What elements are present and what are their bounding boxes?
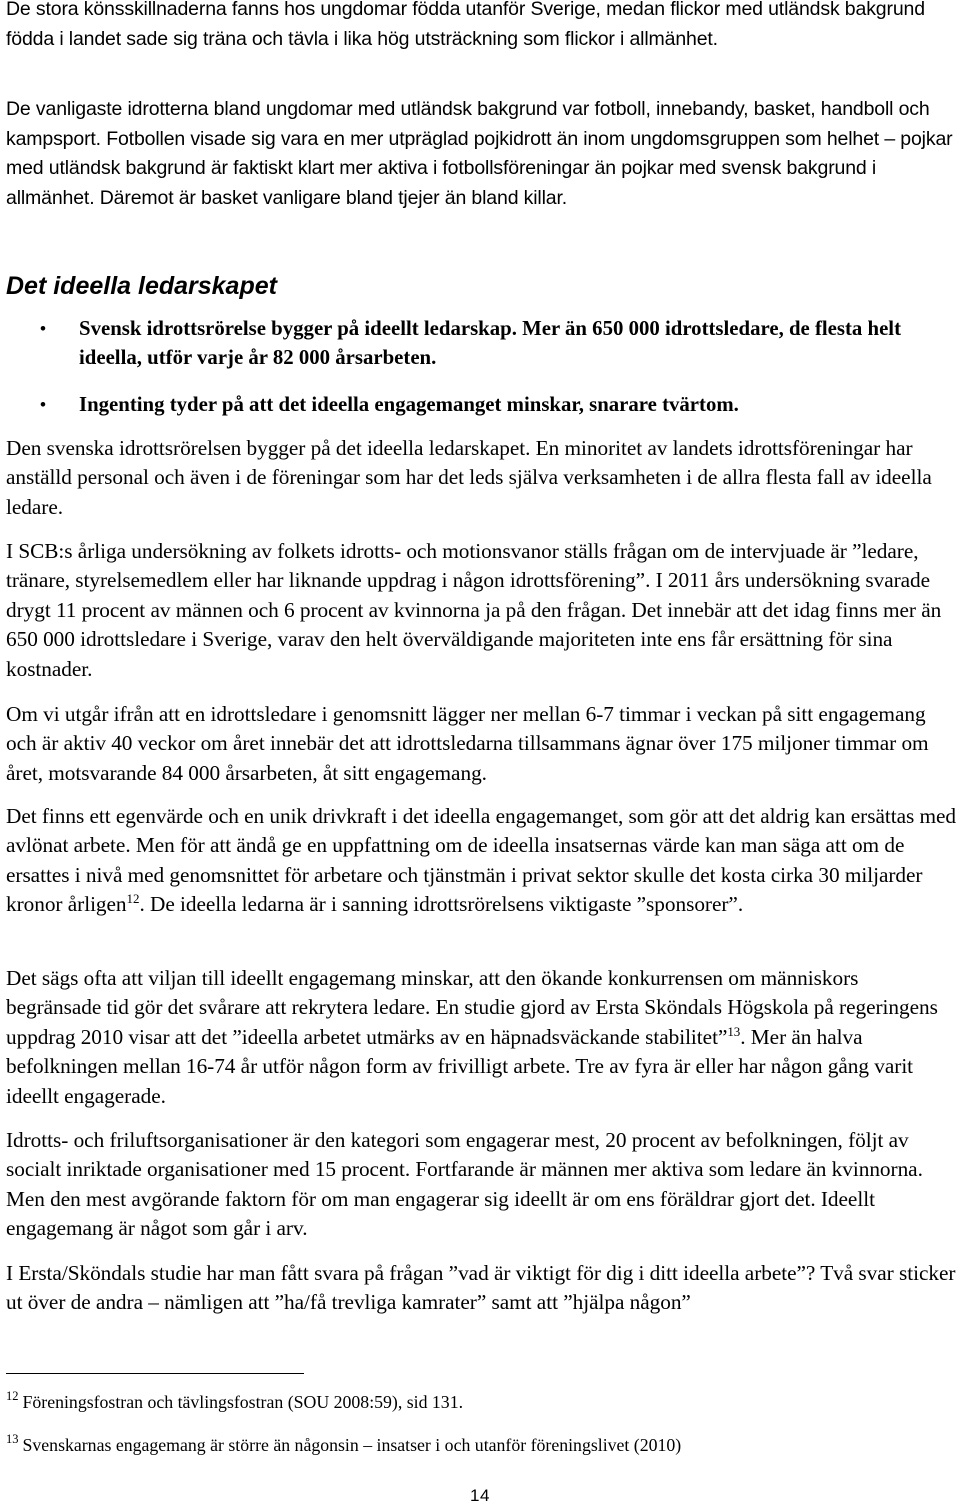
paragraph-hours-estimate: Om vi utgår ifrån att en idrottsledare i genomsnitt lägger ner mellan 6-7 timmar i veckan på sitt engagemang och är aktiv 40 veckor om året innebär det att idrottsledarna tillsammans ägnar över 175 miljoner timmar om året, motsvarande 84 000 årsarbeten, åt sitt engagemang.: [6, 702, 929, 785]
paragraph-text: . De ideella ledarna är i sanning idrottsrörelsens viktigaste ”sponsorer”.: [139, 892, 744, 917]
paragraph-organisations: Idrotts- och friluftsorganisationer är den kategori som engagerar mest, 20 procent av befolkningen, följt av socialt inriktade organisationer med 15 procent. Fortfarande är männen mer aktiva som ledare än kvinnorna. Men den mest avgörande faktorn för om man engagerar sig ideellt är om ens föräldrar gjort det. Ideellt engagemang är något som går i arv.: [6, 1128, 923, 1241]
footnote-text: Föreningsfostran och tävlingsfostran (SOU 2008:59), sid 131.: [22, 1392, 464, 1412]
paragraph-common-sports: De vanligaste idrotterna bland ungdomar med utländsk bakgrund var fotboll, innebandy, basket, handboll och kampsport. Fotbollen visade sig vara en mer utpräglad pojkidrott än inom ungdomsgruppen som helhet – pojkar med utländsk bakgrund är faktiskt klart mer aktiva i fotbollsföreningar än pojkar med svensk bakgrund i allmänhet. Däremot är basket vanligare bland tjejer än bland killar.: [6, 98, 953, 209]
key-point-item: [0, 314, 950, 373]
paragraph-scb-survey: I SCB:s årliga undersökning av folkets idrotts- och motionsvanor ställs frågan om de intervjuade är ”ledare, tränare, styrelsemedlem eller har liknande uppdrag i någon idrottsförening”. I 2011 års undersökning svarade drygt 11 procent av männen och 6 procent av kvinnorna ja på den frågan. Det innebär att det idag finns mer än 650 000 idrottsledare i Sverige, varav den helt överväldigande majoriteten inte ens får ersättning för sina kostnader.: [6, 539, 942, 681]
paragraph-ersta-study: I Ersta/Sköndals studie har man fått svara på frågan ”vad är viktigt för dig i ditt ideella arbete”? Två svar sticker ut över de andra – nämligen att ”ha/få trevliga kamrater” samt att ”hjälpa någon”: [6, 1261, 956, 1315]
paragraph-volunteer-leadership: Den svenska idrottsrörelsen bygger på det ideella ledarskapet. En minoritet av landets idrottsföreningar har anställd personal och även i de föreningar som har det leds själva verksamheten i de allra flesta fall av ideella ledare.: [6, 436, 932, 519]
bullet-icon: •: [40, 319, 46, 338]
footnote-13: [6, 1427, 681, 1457]
paragraph-economic-value: [6, 802, 956, 920]
paragraph-text: Det finns ett egenvärde och en unik drivkraft i det ideella engagemanget, som gör att det aldrig kan ersättas med avlönat arbete. Men för att ändå ge en uppfattning om de ideella insatsernas värde kan man säga att om de ersattes i nivå med genomsnittet för arbetare och tjänstmän i privat sektor skulle det kosta cirka 30 miljarder kronor årligen: [6, 804, 957, 917]
paragraph-foreign-born-gender-gap: De stora könsskillnaderna fanns hos ungdomar födda utanför Sverige, medan flickor med utländsk bakgrund födda i landet sade sig träna och tävla i lika hög utsträckning som flickor i allmänhet.: [6, 0, 925, 50]
paragraph-text: . Mer än halva befolkningen mellan 16-74 år utför någon form av frivilligt arbete. Tre av fyra är eller har någon gång varit ideellt engagerade.: [6, 1024, 914, 1108]
footnote-12: [6, 1384, 463, 1414]
footnote-reference: 13: [727, 1023, 741, 1039]
key-point-text: Svensk idrottsrörelse bygger på ideellt ledarskap. Mer än 650 000 idrottsledare, de flesta helt ideella, utför varje år 82 000 årsarbeten.: [79, 317, 902, 370]
key-point-text: Ingenting tyder på att det ideella engagemanget minskar, snarare tvärtom.: [79, 393, 739, 416]
footnote-reference: 12: [126, 891, 140, 907]
page-number: 14: [470, 1486, 490, 1505]
footnote-number: 13: [6, 1432, 19, 1446]
bullet-icon: •: [40, 395, 46, 414]
footnote-divider: [6, 1373, 304, 1374]
key-point-item: [0, 390, 950, 419]
paragraph-text: Det sägs ofta att viljan till ideellt engagemang minskar, att den ökande konkurrensen om människors begränsade tid gör det svårare att rekrytera ledare. En studie gjord av Ersta Sköndals Högskola på regeringens uppdrag 2010 visar att det ”ideella arbetet utmärks av en häpnadsväckande stabilitet”: [6, 966, 938, 1049]
footnote-text: Svenskarnas engagemang är större än någonsin – insatser i och utanför föreningslivet (2010): [22, 1435, 682, 1455]
footnote-number: 12: [6, 1389, 19, 1403]
paragraph-engagement-stability: [6, 964, 956, 1111]
section-heading: Det ideella ledarskapet: [6, 272, 277, 300]
